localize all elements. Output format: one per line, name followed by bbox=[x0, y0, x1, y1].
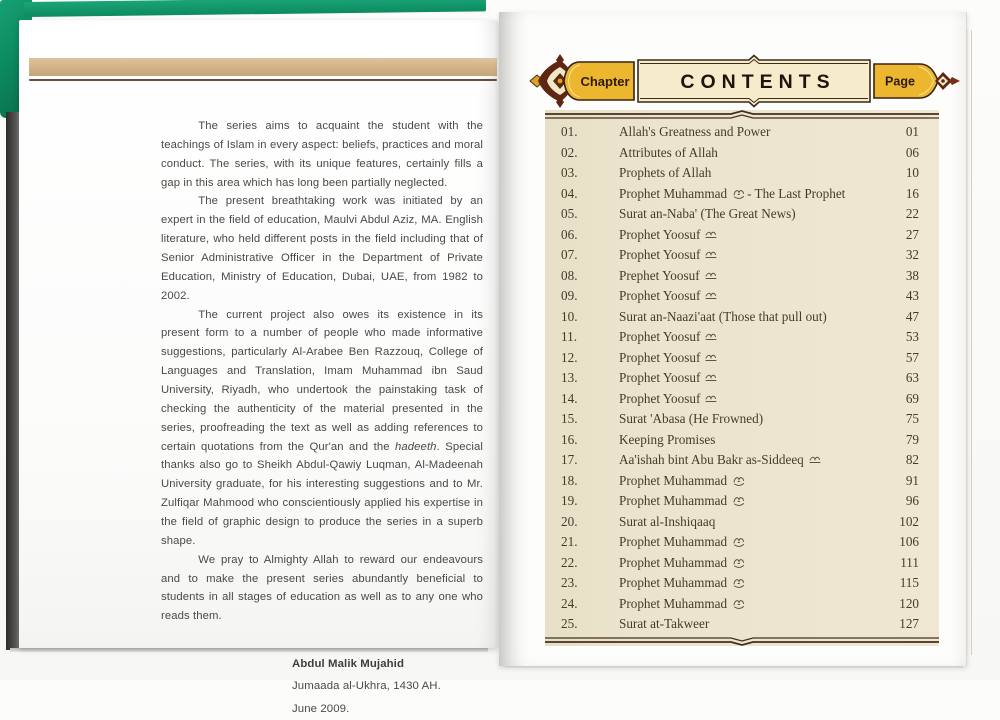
toc-page-number: 115 bbox=[899, 575, 919, 590]
toc-title-text: Prophet Yoosuf bbox=[619, 329, 701, 344]
toc-title bbox=[601, 247, 877, 263]
toc-title bbox=[601, 329, 877, 345]
sallallahu-alayhi-wa-sallam-icon bbox=[732, 598, 745, 609]
toc-title-text: Surat al-Inshiqaaq bbox=[619, 513, 716, 529]
toc-chapter-number: 06. bbox=[561, 226, 578, 242]
toc-title-text: Prophet Yoosuf bbox=[619, 370, 701, 385]
toc-title-text: Surat at-Takweer bbox=[619, 616, 710, 631]
toc-page-number: 127 bbox=[899, 616, 919, 631]
page-stack-edge bbox=[967, 30, 972, 655]
toc-title-text: Prophet Muhammad bbox=[619, 493, 728, 508]
toc-row bbox=[545, 247, 939, 263]
toc-chapter-number: 04. bbox=[561, 185, 578, 201]
toc-page-number: 38 bbox=[905, 267, 919, 283]
toc-page-number: 120 bbox=[899, 595, 919, 611]
toc-chapter-number: 10. bbox=[561, 308, 578, 324]
page-accent-line bbox=[29, 79, 497, 81]
toc-chapter-number: 19. bbox=[561, 493, 578, 508]
toc-chapter-number: 12. bbox=[561, 349, 578, 365]
toc-page-number: 32 bbox=[905, 247, 919, 262]
toc-title bbox=[601, 514, 877, 530]
alayhis-salam-icon bbox=[705, 331, 718, 342]
toc-title-text: Prophet Muhammad bbox=[619, 575, 728, 590]
toc-chapter-number: 16. bbox=[561, 431, 578, 447]
toc-chapter-number: 11. bbox=[561, 329, 577, 344]
toc-title-text: Surat 'Abasa (He Frowned) bbox=[619, 411, 764, 426]
toc-chapter-number: 20. bbox=[561, 513, 578, 529]
toc-title-text: Prophet Yoosuf bbox=[619, 226, 701, 242]
toc-row bbox=[545, 268, 939, 284]
panel-top-border bbox=[545, 110, 939, 122]
toc-title bbox=[601, 206, 877, 222]
toc-chapter-number: 23. bbox=[561, 575, 578, 590]
toc-title-text: Prophet Muhammad bbox=[619, 534, 728, 549]
toc-title bbox=[601, 616, 877, 632]
toc-title-text: Surat an-Naazi'aat (Those that pull out) bbox=[619, 308, 827, 324]
toc-page-number: 111 bbox=[900, 554, 919, 570]
toc-row bbox=[545, 473, 939, 489]
toc-title bbox=[601, 227, 877, 243]
toc-chapter-number: 05. bbox=[561, 206, 578, 221]
toc-row bbox=[545, 186, 939, 202]
preface-text-segment: The present breathtaking work was initiated by an expert in the field of education, Maulvi Abdul Aziz, MA. English literature, who held different posts in the field including that of Senior Administrative Officer in the Department of Private Education, Ministry of Education, Dubai, UAE, from 1982 to 2002. bbox=[161, 195, 483, 302]
toc-chapter-number: 03. bbox=[561, 165, 578, 180]
preface-text-segment: hadeeth bbox=[395, 440, 437, 453]
toc-row bbox=[545, 452, 939, 468]
contents-title-band bbox=[638, 56, 870, 107]
preface-text-segment: We pray to Almighty Allah to reward our endeavours and to make the present series abundantly beneficial to students in all stages of education as well as to any one who reads them. bbox=[161, 553, 483, 623]
preface-paragraph bbox=[161, 551, 483, 626]
page-label-box bbox=[874, 64, 938, 98]
toc-chapter-number: 21. bbox=[561, 534, 578, 549]
toc-title-text: Prophet Yoosuf bbox=[619, 349, 701, 365]
toc-chapter-number: 18. bbox=[561, 472, 578, 488]
toc-page-number: 102 bbox=[899, 513, 919, 529]
toc-row bbox=[545, 329, 939, 345]
toc-page-number: 01 bbox=[905, 124, 919, 139]
table-of-contents bbox=[545, 124, 939, 632]
sallallahu-alayhi-wa-sallam-icon bbox=[732, 475, 745, 486]
toc-chapter-number: 22. bbox=[561, 554, 578, 570]
signature-name: Abdul Malik Mujahid bbox=[292, 658, 405, 671]
chapter-column-label: Chapter bbox=[580, 74, 630, 89]
preface-text-segment: . Special thanks also go to Sheikh Abdul-Qawiy Luqman, Al-Madeenah University graduate, for his interesting suggestions and to Mr. Zulfiqar Mahmood who conscientiously applied his expertise in the field of graphic design to produce the series in a superb shape. bbox=[161, 440, 483, 547]
toc-title-text: Prophet Yoosuf bbox=[619, 247, 701, 262]
preface-paragraph bbox=[161, 306, 483, 551]
toc-title-text: Prophet Muhammad bbox=[619, 185, 728, 201]
toc-row bbox=[545, 288, 939, 304]
toc-chapter-number: 01. bbox=[561, 124, 578, 139]
toc-title-text: Prophet Yoosuf bbox=[619, 288, 701, 303]
page-column-label: Page bbox=[885, 74, 915, 89]
panel-bottom-border bbox=[545, 634, 939, 646]
toc-page-number: 57 bbox=[905, 349, 919, 365]
alayhis-salam-icon bbox=[705, 229, 718, 240]
toc-page-number: 47 bbox=[905, 308, 919, 324]
toc-title bbox=[601, 350, 877, 366]
toc-row bbox=[545, 350, 939, 366]
alayhis-salam-icon bbox=[705, 352, 718, 363]
toc-row bbox=[545, 165, 939, 181]
toc-row bbox=[545, 411, 939, 427]
toc-title bbox=[601, 534, 877, 550]
toc-title-text: Attributes of Allah bbox=[619, 144, 718, 160]
toc-page-number: 69 bbox=[905, 390, 919, 406]
toc-title bbox=[601, 391, 877, 407]
sallallahu-alayhi-wa-sallam-icon bbox=[732, 495, 745, 506]
sallallahu-alayhi-wa-sallam-icon bbox=[732, 536, 745, 547]
toc-row bbox=[545, 596, 939, 612]
toc-page-number: 82 bbox=[905, 452, 919, 467]
toc-title bbox=[601, 145, 877, 161]
green-cover-top-edge bbox=[24, 0, 486, 17]
toc-chapter-number: 14. bbox=[561, 390, 578, 406]
toc-title-text: Allah's Greatness and Power bbox=[619, 124, 771, 139]
toc-chapter-number: 17. bbox=[561, 452, 578, 467]
alayhis-salam-icon bbox=[705, 372, 718, 383]
toc-row bbox=[545, 555, 939, 571]
toc-title bbox=[601, 288, 877, 304]
toc-chapter-number: 07. bbox=[561, 247, 578, 262]
preface-paragraph bbox=[161, 117, 483, 192]
toc-row bbox=[545, 534, 939, 550]
toc-title-text: Prephet Yoosuf bbox=[619, 267, 700, 283]
toc-chapter-number: 25. bbox=[561, 616, 578, 631]
toc-title bbox=[601, 165, 877, 181]
alayhis-salam-icon bbox=[705, 270, 718, 281]
toc-row bbox=[545, 493, 939, 509]
toc-title-text: Prophet Yoosuf bbox=[619, 390, 701, 406]
toc-row bbox=[545, 206, 939, 222]
toc-title bbox=[601, 575, 877, 591]
book-left-edge bbox=[6, 112, 19, 650]
left-page bbox=[19, 20, 498, 715]
contents-title: CONTENTS bbox=[680, 71, 836, 93]
toc-title bbox=[601, 596, 877, 612]
page-accent-band bbox=[29, 58, 497, 76]
toc-title-text: Surat an-Naba' (The Great News) bbox=[619, 206, 796, 221]
toc-chapter-number: 24. bbox=[561, 595, 578, 611]
toc-page-number: 96 bbox=[905, 493, 919, 508]
toc-title bbox=[601, 309, 877, 325]
toc-title bbox=[601, 452, 877, 468]
sallallahu-alayhi-wa-sallam-icon bbox=[732, 577, 745, 588]
toc-row bbox=[545, 124, 939, 140]
toc-title bbox=[601, 555, 877, 571]
preface-paragraph bbox=[161, 192, 483, 305]
preface-text-segment: The current project also owes its existence in its present form to a number of people who made informative suggestions, particularly Al-Arabee Ben Razzouq, College of Languages and Translation, Imam Muhammad ibn Saud University, Riyadh, who undertook the painstaking task of checking the authenticity of the material presented in the series, proofreading the text as well as adding references to certain quotations from the Qur'an and the bbox=[161, 308, 483, 453]
toc-row bbox=[545, 227, 939, 243]
preface-text-segment: The series aims to acquaint the student with the teachings of Islam in every aspect: beliefs, practices and moral conduct. The series, with its unique features, certainly fills a gap in this area which has long been partially neglected. bbox=[161, 120, 483, 189]
preface-text bbox=[161, 117, 483, 720]
toc-row bbox=[545, 575, 939, 591]
alayhis-salam-icon bbox=[705, 290, 718, 301]
toc-title-suffix: - The Last Prophet bbox=[747, 185, 846, 201]
toc-page-number: 43 bbox=[905, 288, 919, 303]
toc-title-text: Prophet Muhammad bbox=[619, 595, 728, 611]
toc-row bbox=[545, 432, 939, 448]
toc-title bbox=[601, 268, 877, 284]
toc-title bbox=[601, 370, 877, 386]
toc-page-number: 16 bbox=[905, 185, 919, 201]
radiyallahu-anha-icon bbox=[809, 454, 822, 465]
sallallahu-alayhi-wa-sallam-icon bbox=[732, 188, 745, 199]
toc-row bbox=[545, 370, 939, 386]
contents-panel bbox=[545, 110, 939, 646]
toc-title bbox=[601, 473, 877, 489]
toc-title bbox=[601, 411, 877, 427]
toc-row bbox=[545, 309, 939, 325]
toc-page-number: 63 bbox=[905, 370, 919, 385]
toc-title bbox=[601, 186, 877, 202]
toc-page-number: 22 bbox=[905, 206, 919, 221]
alayhis-salam-icon bbox=[705, 249, 718, 260]
toc-page-number: 10 bbox=[905, 165, 919, 180]
signature-date-gregorian: June 2009. bbox=[292, 702, 350, 715]
toc-title bbox=[601, 124, 877, 140]
toc-row bbox=[545, 391, 939, 407]
toc-page-number: 53 bbox=[905, 329, 919, 344]
toc-row bbox=[545, 145, 939, 161]
right-page-contents bbox=[499, 12, 967, 666]
toc-chapter-number: 09. bbox=[561, 288, 578, 303]
toc-row bbox=[545, 514, 939, 530]
toc-page-number: 106 bbox=[899, 534, 919, 549]
toc-title bbox=[601, 432, 877, 448]
toc-title-text: Prophets of Allah bbox=[619, 165, 712, 180]
preface-paragraphs bbox=[161, 117, 483, 626]
toc-chapter-number: 13. bbox=[561, 370, 578, 385]
chapter-label-box bbox=[564, 62, 634, 100]
signature-block bbox=[292, 653, 483, 720]
alayhis-salam-icon bbox=[705, 393, 718, 404]
signature-date-hijri: Jumaada al-Ukhra, 1430 AH. bbox=[292, 680, 441, 693]
toc-title-text: Keeping Promises bbox=[619, 431, 716, 447]
toc-page-number: 06 bbox=[905, 144, 919, 160]
toc-title-text: Aa'ishah bint Abu Bakr as-Siddeeq bbox=[619, 452, 804, 467]
contents-header-banner bbox=[522, 52, 964, 110]
toc-title-text: Prophet Muhammad bbox=[619, 472, 728, 488]
sallallahu-alayhi-wa-sallam-icon bbox=[732, 557, 745, 568]
toc-chapter-number: 02. bbox=[561, 144, 578, 160]
toc-page-number: 91 bbox=[905, 472, 919, 488]
toc-chapter-number: 08. bbox=[561, 267, 578, 283]
right-ornament-icon bbox=[935, 72, 960, 90]
toc-row bbox=[545, 616, 939, 632]
toc-page-number: 27 bbox=[905, 226, 919, 242]
toc-page-number: 75 bbox=[905, 411, 919, 426]
toc-title-text: Prophet Muhammad bbox=[619, 554, 728, 570]
toc-page-number: 79 bbox=[905, 431, 919, 447]
toc-chapter-number: 15. bbox=[561, 411, 578, 426]
toc-title bbox=[601, 493, 877, 509]
